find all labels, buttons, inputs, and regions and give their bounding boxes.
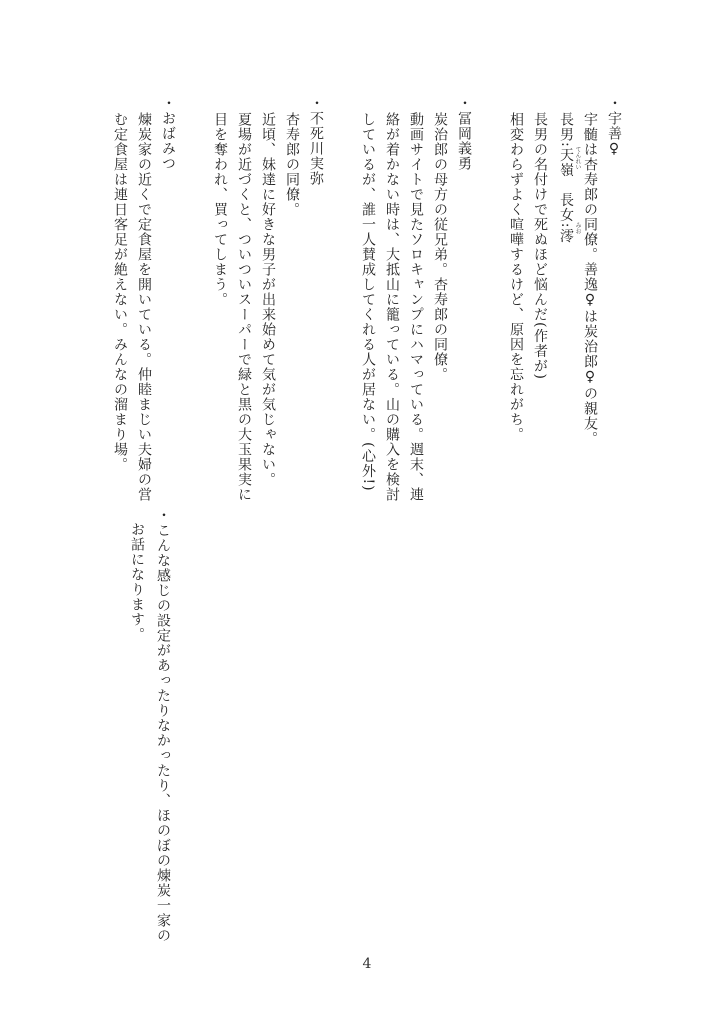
section-line: 杏寿郎の同僚。: [284, 112, 300, 217]
section-line: 夏場が近づくと、ついついスーパーで緑と黒の大玉果実に: [236, 112, 252, 502]
section-heading-tomioka: ・冨岡義勇: [456, 96, 472, 171]
section-line: 相変わらずよく喧嘩するけど、原因を忘れがち。: [508, 112, 524, 442]
section-heading-obamitsu: ・おばみつ: [160, 96, 176, 171]
section-line: 炭治郎の母方の従兄弟。杏寿郎の同僚。: [432, 112, 448, 382]
section-heading-uzen: ・宇善♀: [606, 96, 622, 158]
ruby-tenrei: てんれい: [574, 146, 581, 170]
section-line: しているが、誰一人賛成してくれる人が居ない。(心外!): [360, 112, 376, 492]
section-line: 動画サイトで見たソロキャンプにハマっている。週末、連: [408, 112, 424, 502]
closing-note-line: お話になります。: [129, 522, 145, 642]
closing-note-line: ・こんな感じの設定があったりなかったり、ほのぼの煉炭一家の: [155, 508, 171, 943]
section-line: 煉炭家の近くで定食屋を開いている。仲睦まじい夫婦の営: [136, 112, 152, 502]
ruby-mio: みお: [574, 222, 581, 234]
section-line: 絡が着かない時は、大抵山に籠っている。山の購入を検討: [384, 112, 400, 502]
section-heading-shinazugawa: ・不死川実弥: [308, 96, 324, 186]
section-line: 目を奪われ、買ってしまう。: [212, 112, 228, 307]
page-number: 4: [362, 956, 372, 972]
section-line: 近頃、妹達に好きな男子が出来始めて気が気じゃない。: [260, 112, 276, 487]
section-line: む定食屋は連日客足が絶えない。みんなの溜まり場。: [112, 112, 128, 472]
section-line: 宇髄は杏寿郎の同僚。善逸♀は炭治郎♀の親友。: [582, 112, 598, 446]
section-line: 長男の名付けで死ぬほど悩んだ(作者が): [532, 112, 548, 380]
section-line: 長男:天嶺 長女:澪: [558, 112, 574, 244]
